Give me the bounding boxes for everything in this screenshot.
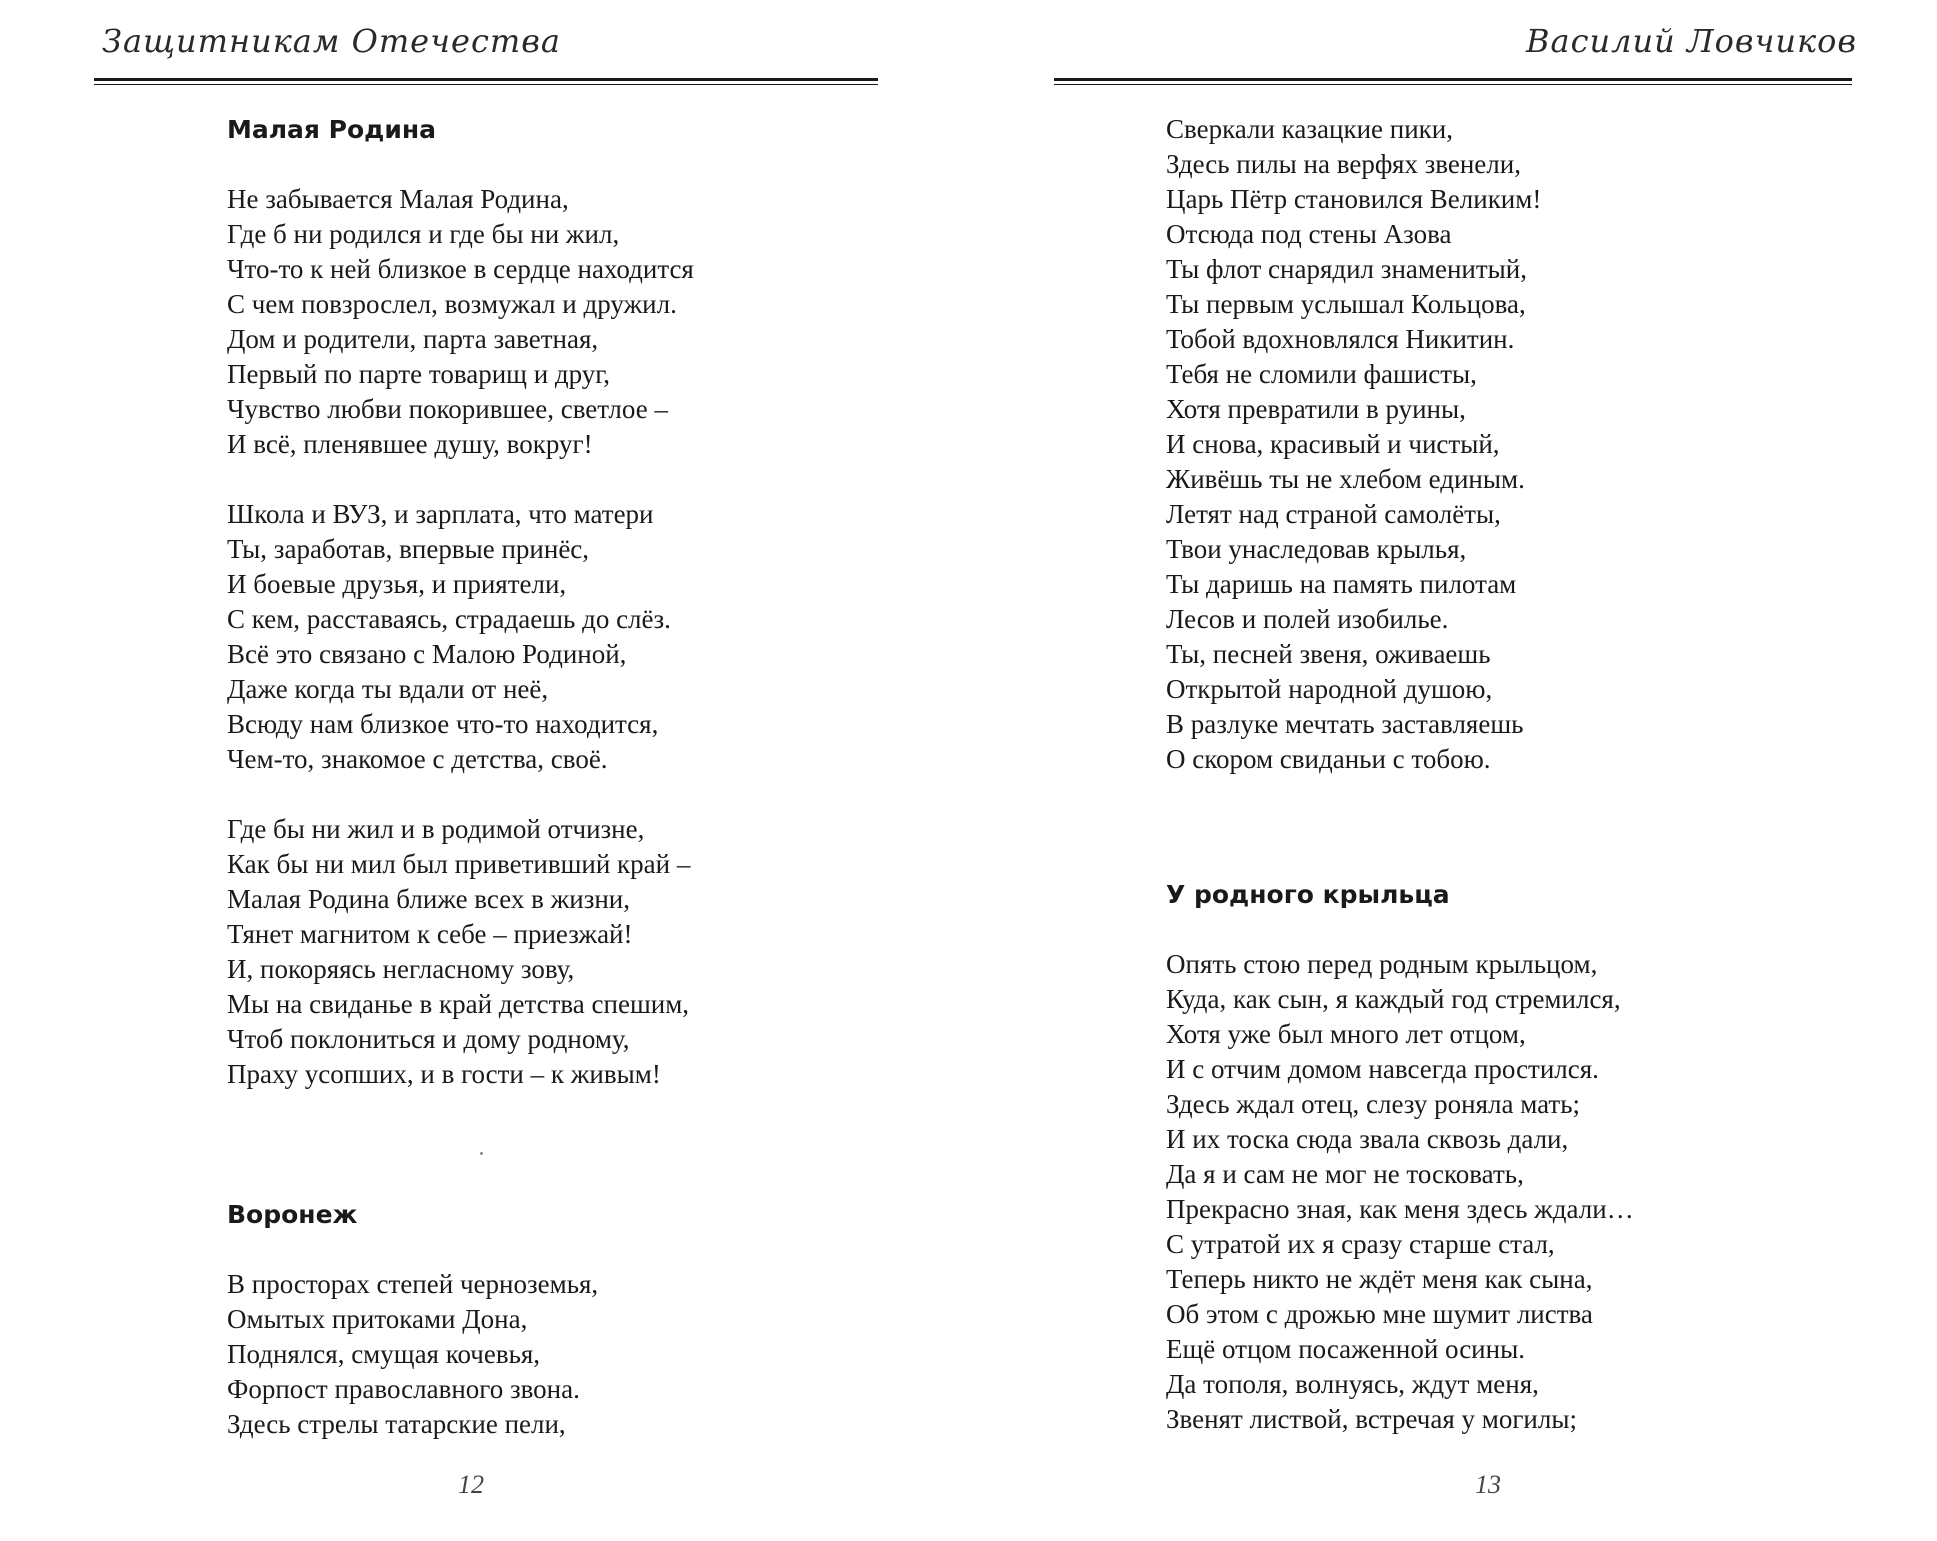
poem-line: С кем, расставаясь, страдаешь до слёз. xyxy=(227,604,671,634)
poem-line: Как бы ни мил был приветивший край – xyxy=(227,849,691,879)
poem-line: Всюду нам близкое что-то находится, xyxy=(227,709,659,739)
poem-line: Ты первым услышал Кольцова, xyxy=(1166,289,1526,319)
poem-line: Школа и ВУЗ, и зарплата, что матери xyxy=(227,499,654,529)
poem-line: Ты, песней звеня, оживаешь xyxy=(1166,639,1491,669)
poem-line: Чем-то, знакомое с детства, своё. xyxy=(227,744,608,774)
poem-line: Твои унаследовав крылья, xyxy=(1166,534,1467,564)
poem-line: Тебя не сломили фашисты, xyxy=(1166,359,1477,389)
page-number-right: 13 xyxy=(1475,1470,1501,1499)
poem-line: И с отчим домом навсегда простился. xyxy=(1166,1054,1599,1084)
poem-line: Лесов и полей изобилье. xyxy=(1166,604,1449,634)
running-head-right: Василий Ловчиков xyxy=(1526,22,1857,60)
poem-line: И снова, красивый и чистый, xyxy=(1166,429,1500,459)
poem-line: В просторах степей черноземья, xyxy=(227,1269,599,1299)
poem-u-rodnogo-krylca xyxy=(1166,877,1634,1437)
poem-line: Что-то к ней близкое в сердце находится xyxy=(227,254,694,284)
poem-line: Поднялся, смущая кочевья, xyxy=(227,1339,541,1369)
poem-line: В разлуке мечтать заставляешь xyxy=(1166,709,1524,739)
poem-line: Да тополя, волнуясь, ждут меня, xyxy=(1166,1369,1539,1399)
poem-voronezh xyxy=(227,1197,598,1442)
poem-line: Чувство любви покорившее, светлое – xyxy=(227,394,668,424)
poem-line: С чем повзрослел, возмужал и дружил. xyxy=(227,289,677,319)
poem-title: У родного крыльца xyxy=(1166,880,1450,909)
poem-line: Форпост православного звона. xyxy=(227,1374,580,1404)
poem-line: Да я и сам не мог не тосковать, xyxy=(1166,1159,1524,1189)
print-speck xyxy=(480,1152,483,1155)
poem-title: Малая Родина xyxy=(227,115,437,144)
poem-line: Здесь пилы на верфях звенели, xyxy=(1166,149,1521,179)
poem-line: Царь Пётр становился Великим! xyxy=(1166,184,1542,214)
poem-line: Первый по парте товарищ и друг, xyxy=(227,359,611,389)
poem-line: Прекрасно зная, как меня здесь ждали… xyxy=(1166,1194,1634,1224)
poem-line: И, покоряясь негласному зову, xyxy=(227,954,575,984)
poem-line: С утратой их я сразу старше стал, xyxy=(1166,1229,1555,1259)
poem-line: Чтоб поклониться и дому родному, xyxy=(227,1024,630,1054)
poem-line: Живёшь ты не хлебом единым. xyxy=(1166,464,1525,494)
poem-line: Тобой вдохновлялся Никитин. xyxy=(1166,324,1515,354)
poem-line: Ещё отцом посаженной осины. xyxy=(1166,1334,1525,1364)
page-number-left: 12 xyxy=(458,1470,484,1499)
poem-line: Ты даришь на память пилотам xyxy=(1166,569,1517,599)
poem-line: Об этом с дрожью мне шумит листва xyxy=(1166,1299,1593,1329)
poem-line: И их тоска сюда звала сквозь дали, xyxy=(1166,1124,1569,1154)
poem-voronezh-continued xyxy=(1166,112,1541,777)
poem-line: Ты, заработав, впервые принёс, xyxy=(227,534,590,564)
poem-line: Теперь никто не ждёт меня как сына, xyxy=(1166,1264,1593,1294)
poem-line: Сверкали казацкие пики, xyxy=(1166,114,1453,144)
poem-line: Не забывается Малая Родина, xyxy=(227,184,569,214)
poem-line: Праху усопших, и в гости – к живым! xyxy=(227,1059,661,1089)
right-page xyxy=(968,0,1937,1541)
poem-line: Омытых притоками Дона, xyxy=(227,1304,528,1334)
running-head-left: Защитникам Отечества xyxy=(102,22,561,60)
poem-line: Здесь стрелы татарские пели, xyxy=(227,1409,566,1439)
poem-line: Здесь ждал отец, слезу роняла мать; xyxy=(1166,1089,1581,1119)
poem-line: Ты флот снарядил знаменитый, xyxy=(1166,254,1527,284)
poem-title: Воронеж xyxy=(227,1200,358,1229)
poem-line: Звенят листвой, встречая у могилы; xyxy=(1166,1404,1577,1434)
header-rule-left xyxy=(94,78,878,81)
poem-line: Куда, как сын, я каждый год стремился, xyxy=(1166,984,1621,1014)
poem-malaya-rodina xyxy=(227,112,694,1092)
poem-line: Всё это связано с Малою Родиной, xyxy=(227,639,627,669)
poem-line: Даже когда ты вдали от неё, xyxy=(227,674,549,704)
poem-line: И всё, пленявшее душу, вокруг! xyxy=(227,429,593,459)
left-page xyxy=(0,0,968,1541)
poem-line: И боевые друзья, и приятели, xyxy=(227,569,567,599)
poem-line: Открытой народной душою, xyxy=(1166,674,1493,704)
poem-line: Где б ни родился и где бы ни жил, xyxy=(227,219,620,249)
poem-line: Отсюда под стены Азова xyxy=(1166,219,1452,249)
poem-line: Дом и родители, парта заветная, xyxy=(227,324,599,354)
header-rule-right xyxy=(1054,78,1852,81)
poem-line: Где бы ни жил и в родимой отчизне, xyxy=(227,814,645,844)
poem-line: Опять стою перед родным крыльцом, xyxy=(1166,949,1598,979)
poem-line: Летят над страной самолёты, xyxy=(1166,499,1501,529)
poem-line: Мы на свиданье в край детства спешим, xyxy=(227,989,690,1019)
poem-line: Малая Родина ближе всех в жизни, xyxy=(227,884,631,914)
poem-line: Тянет магнитом к себе – приезжай! xyxy=(227,919,633,949)
poem-line: Хотя уже был много лет отцом, xyxy=(1166,1019,1526,1049)
poem-line: О скором свиданьи с тобою. xyxy=(1166,744,1491,774)
poem-line: Хотя превратили в руины, xyxy=(1166,394,1466,424)
